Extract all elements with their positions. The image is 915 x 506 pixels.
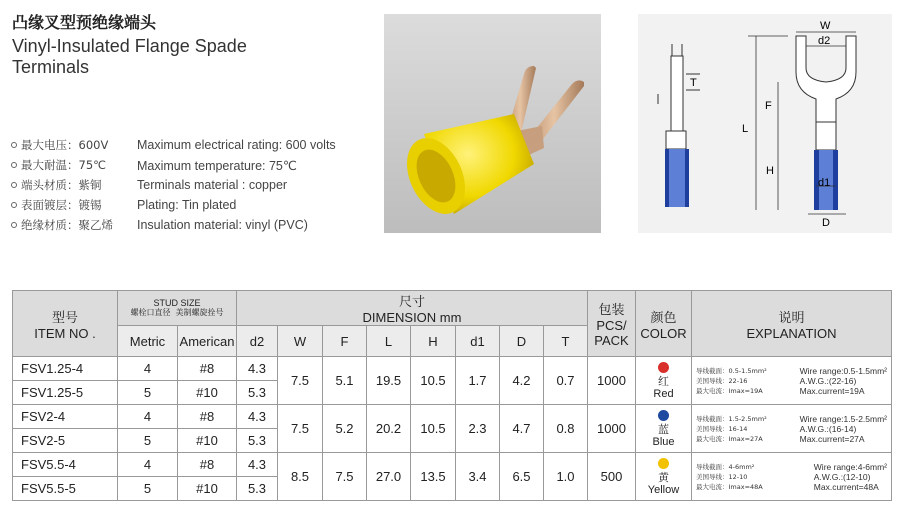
header-dimension-cn: 尺寸 [398,295,425,310]
H-cell: 13.5 [411,453,456,501]
american-cell: #8 [178,405,237,429]
item-no: FSV2-5 [13,429,118,453]
explanation-cell [692,357,892,405]
spec-row [11,135,336,155]
technical-drawing [638,14,892,233]
exp-en-line: A.W.G.:(12-10) [813,471,871,482]
exp-cn-line: 最大电流：Imax=27A [696,434,763,443]
spec-en: Maximum temperature: 75℃ [137,158,297,173]
color-dot-icon [658,458,669,469]
header-item-en: ITEM NO . [34,325,96,341]
color-cell [636,453,692,501]
item-no: FSV1.25-4 [13,357,118,381]
spec-cn: 绝缘材质：聚乙烯 [21,218,113,232]
header-D: D [500,326,544,357]
L-cell: 20.2 [367,405,411,453]
metric-cell: 4 [118,453,178,477]
d1-cell: 3.4 [456,453,500,501]
dimension-diagram [638,14,892,233]
explanation-cell [692,453,892,501]
color-cn: 红 [658,374,669,388]
exp-en-line: Wire range:1.5-2.5mm² [799,413,887,424]
T-cell: 0.7 [544,357,588,405]
bullet-icon [11,202,17,208]
pack-cell: 1000 [588,405,636,453]
label-F: F [765,100,772,112]
spec-cn: 表面镀层：镀锡 [21,198,102,212]
spec-en: Insulation material: vinyl (PVC) [137,218,308,232]
explanation-cell [692,405,892,453]
label-H: H [766,165,774,177]
d2-cell: 4.3 [237,357,278,381]
item-no: FSV5.5-4 [13,453,118,477]
header-pack-en1: PCS/ [596,318,627,333]
d2-cell: 5.3 [237,381,278,405]
exp-cn-line: 最大电流：Imax=19A [696,386,763,395]
d2-cell: 5.3 [237,477,278,501]
header-color [636,291,692,357]
header-d2: d2 [237,326,278,357]
header-W: W [278,326,323,357]
american-cell: #10 [178,477,237,501]
table-row [13,357,892,381]
spec-cn: 端头材质：紫铜 [21,178,102,192]
F-cell: 7.5 [323,453,367,501]
label-D: D [822,217,830,229]
header-stud-metric-cn: 螺栓口直径 [130,308,171,317]
header-color-en: COLOR [640,325,687,341]
pack-cell: 500 [588,453,636,501]
product-photo [384,14,601,233]
color-dot-icon [658,410,669,421]
american-cell: #8 [178,357,237,381]
table-row [13,405,892,429]
W-cell: 7.5 [278,405,323,453]
exp-cn-line: 美国导线：12-10 [696,472,748,481]
W-cell: 8.5 [278,453,323,501]
exp-cn-line: 最大电流：Imax=48A [696,482,763,491]
item-no: FSV1.25-5 [13,381,118,405]
color-en: Yellow [647,483,680,496]
exp-en-line: Max.current=27A [799,433,865,444]
header-H: H [411,326,456,357]
header-F: F [323,326,367,357]
color-cell [636,405,692,453]
american-cell: #10 [178,429,237,453]
header-d1: d1 [456,326,500,357]
exp-cn-line: 美国导线：16-14 [696,424,748,433]
header-L: L [367,326,411,357]
header-explain-cn: 说明 [778,310,805,326]
exp-en-line: Max.current=19A [799,385,865,396]
D-cell: 4.7 [500,405,544,453]
d1-cell: 2.3 [456,405,500,453]
exp-en-line: Wire range:4-6mm² [813,461,887,472]
spec-cn: 最大耐温：75℃ [21,158,107,172]
color-en: Red [653,387,674,400]
header-dimension-en: DIMENSION mm [362,310,462,325]
item-no: FSV5.5-5 [13,477,118,501]
D-cell: 4.2 [500,357,544,405]
metric-cell: 5 [118,429,178,453]
label-d2: d2 [818,35,831,47]
spec-table [12,290,892,501]
header-explanation [692,291,892,357]
label-L: L [742,123,749,135]
color-cn: 黄 [658,470,669,484]
american-cell: #8 [178,453,237,477]
header-stud-en: STUD SIZE [153,298,201,308]
spec-list [11,135,336,235]
spec-cn: 最大电压：600V [21,138,109,152]
exp-cn-line: 导线截面：4-6mm² [696,462,755,471]
T-cell: 0.8 [544,405,588,453]
spec-en: Terminals material : copper [137,178,288,192]
header-explain-en: EXPLANATION [746,325,837,341]
label-W: W [820,20,831,32]
metric-cell: 5 [118,381,178,405]
exp-cn-line: 美国导线：22-16 [696,376,748,385]
header-pack [588,291,636,357]
header-pack-en2: PACK [594,333,629,348]
pack-cell: 1000 [588,357,636,405]
T-cell: 1.0 [544,453,588,501]
label-d1: d1 [818,177,831,189]
color-cn: 蓝 [658,422,669,436]
table-row [13,453,892,477]
bullet-icon [11,142,17,148]
H-cell: 10.5 [411,405,456,453]
spec-en: Plating: Tin plated [137,198,237,212]
exp-en-line: A.W.G.:(22-16) [799,375,857,386]
bullet-icon [11,162,17,168]
F-cell: 5.2 [323,405,367,453]
header-item-cn: 型号 [51,310,78,326]
d2-cell: 5.3 [237,429,278,453]
spec-row [11,215,336,235]
header-metric: Metric [118,326,178,357]
exp-en-line: Wire range:0.5-1.5mm² [799,365,887,376]
spec-row [11,195,336,215]
header-american: American [178,326,237,357]
color-dot-icon [658,362,669,373]
header-stud-cn [118,308,236,318]
header-color-cn: 颜色 [650,310,677,326]
exp-cn-line: 导线截面：1.5-2.5mm² [696,414,767,423]
bullet-icon [11,222,17,228]
spec-row [11,155,336,175]
american-cell: #10 [178,381,237,405]
metric-cell: 5 [118,477,178,501]
header-dimension [237,291,588,326]
spec-en: Maximum electrical rating: 600 volts [137,138,336,152]
exp-en-line: A.W.G.:(16-14) [799,423,857,434]
exp-en-line: Max.current=48A [813,481,879,492]
D-cell: 6.5 [500,453,544,501]
product-title-cn: 凸缘叉型预绝缘端头 [12,13,157,32]
L-cell: 19.5 [367,357,411,405]
header-stud [118,291,237,326]
metric-cell: 4 [118,405,178,429]
exp-cn-line: 导线截面：0.5-1.5mm² [696,366,767,375]
d2-cell: 4.3 [237,453,278,477]
label-T: T [690,77,697,89]
F-cell: 5.1 [323,357,367,405]
d1-cell: 1.7 [456,357,500,405]
spec-row [11,175,336,195]
header-pack-cn: 包装 [598,303,625,318]
item-no: FSV2-4 [13,405,118,429]
metric-cell: 4 [118,357,178,381]
header-T: T [544,326,588,357]
spade-terminal-photo [384,14,601,233]
d2-cell: 4.3 [237,405,278,429]
header-stud-american-cn: 美制螺旋拴号 [175,308,224,317]
L-cell: 27.0 [367,453,411,501]
color-cell [636,357,692,405]
color-en: Blue [652,435,675,448]
product-title-en: Vinyl-Insulated Flange Spade Terminals [12,36,247,77]
header-item [13,291,118,357]
bullet-icon [11,182,17,188]
W-cell: 7.5 [278,357,323,405]
H-cell: 10.5 [411,357,456,405]
